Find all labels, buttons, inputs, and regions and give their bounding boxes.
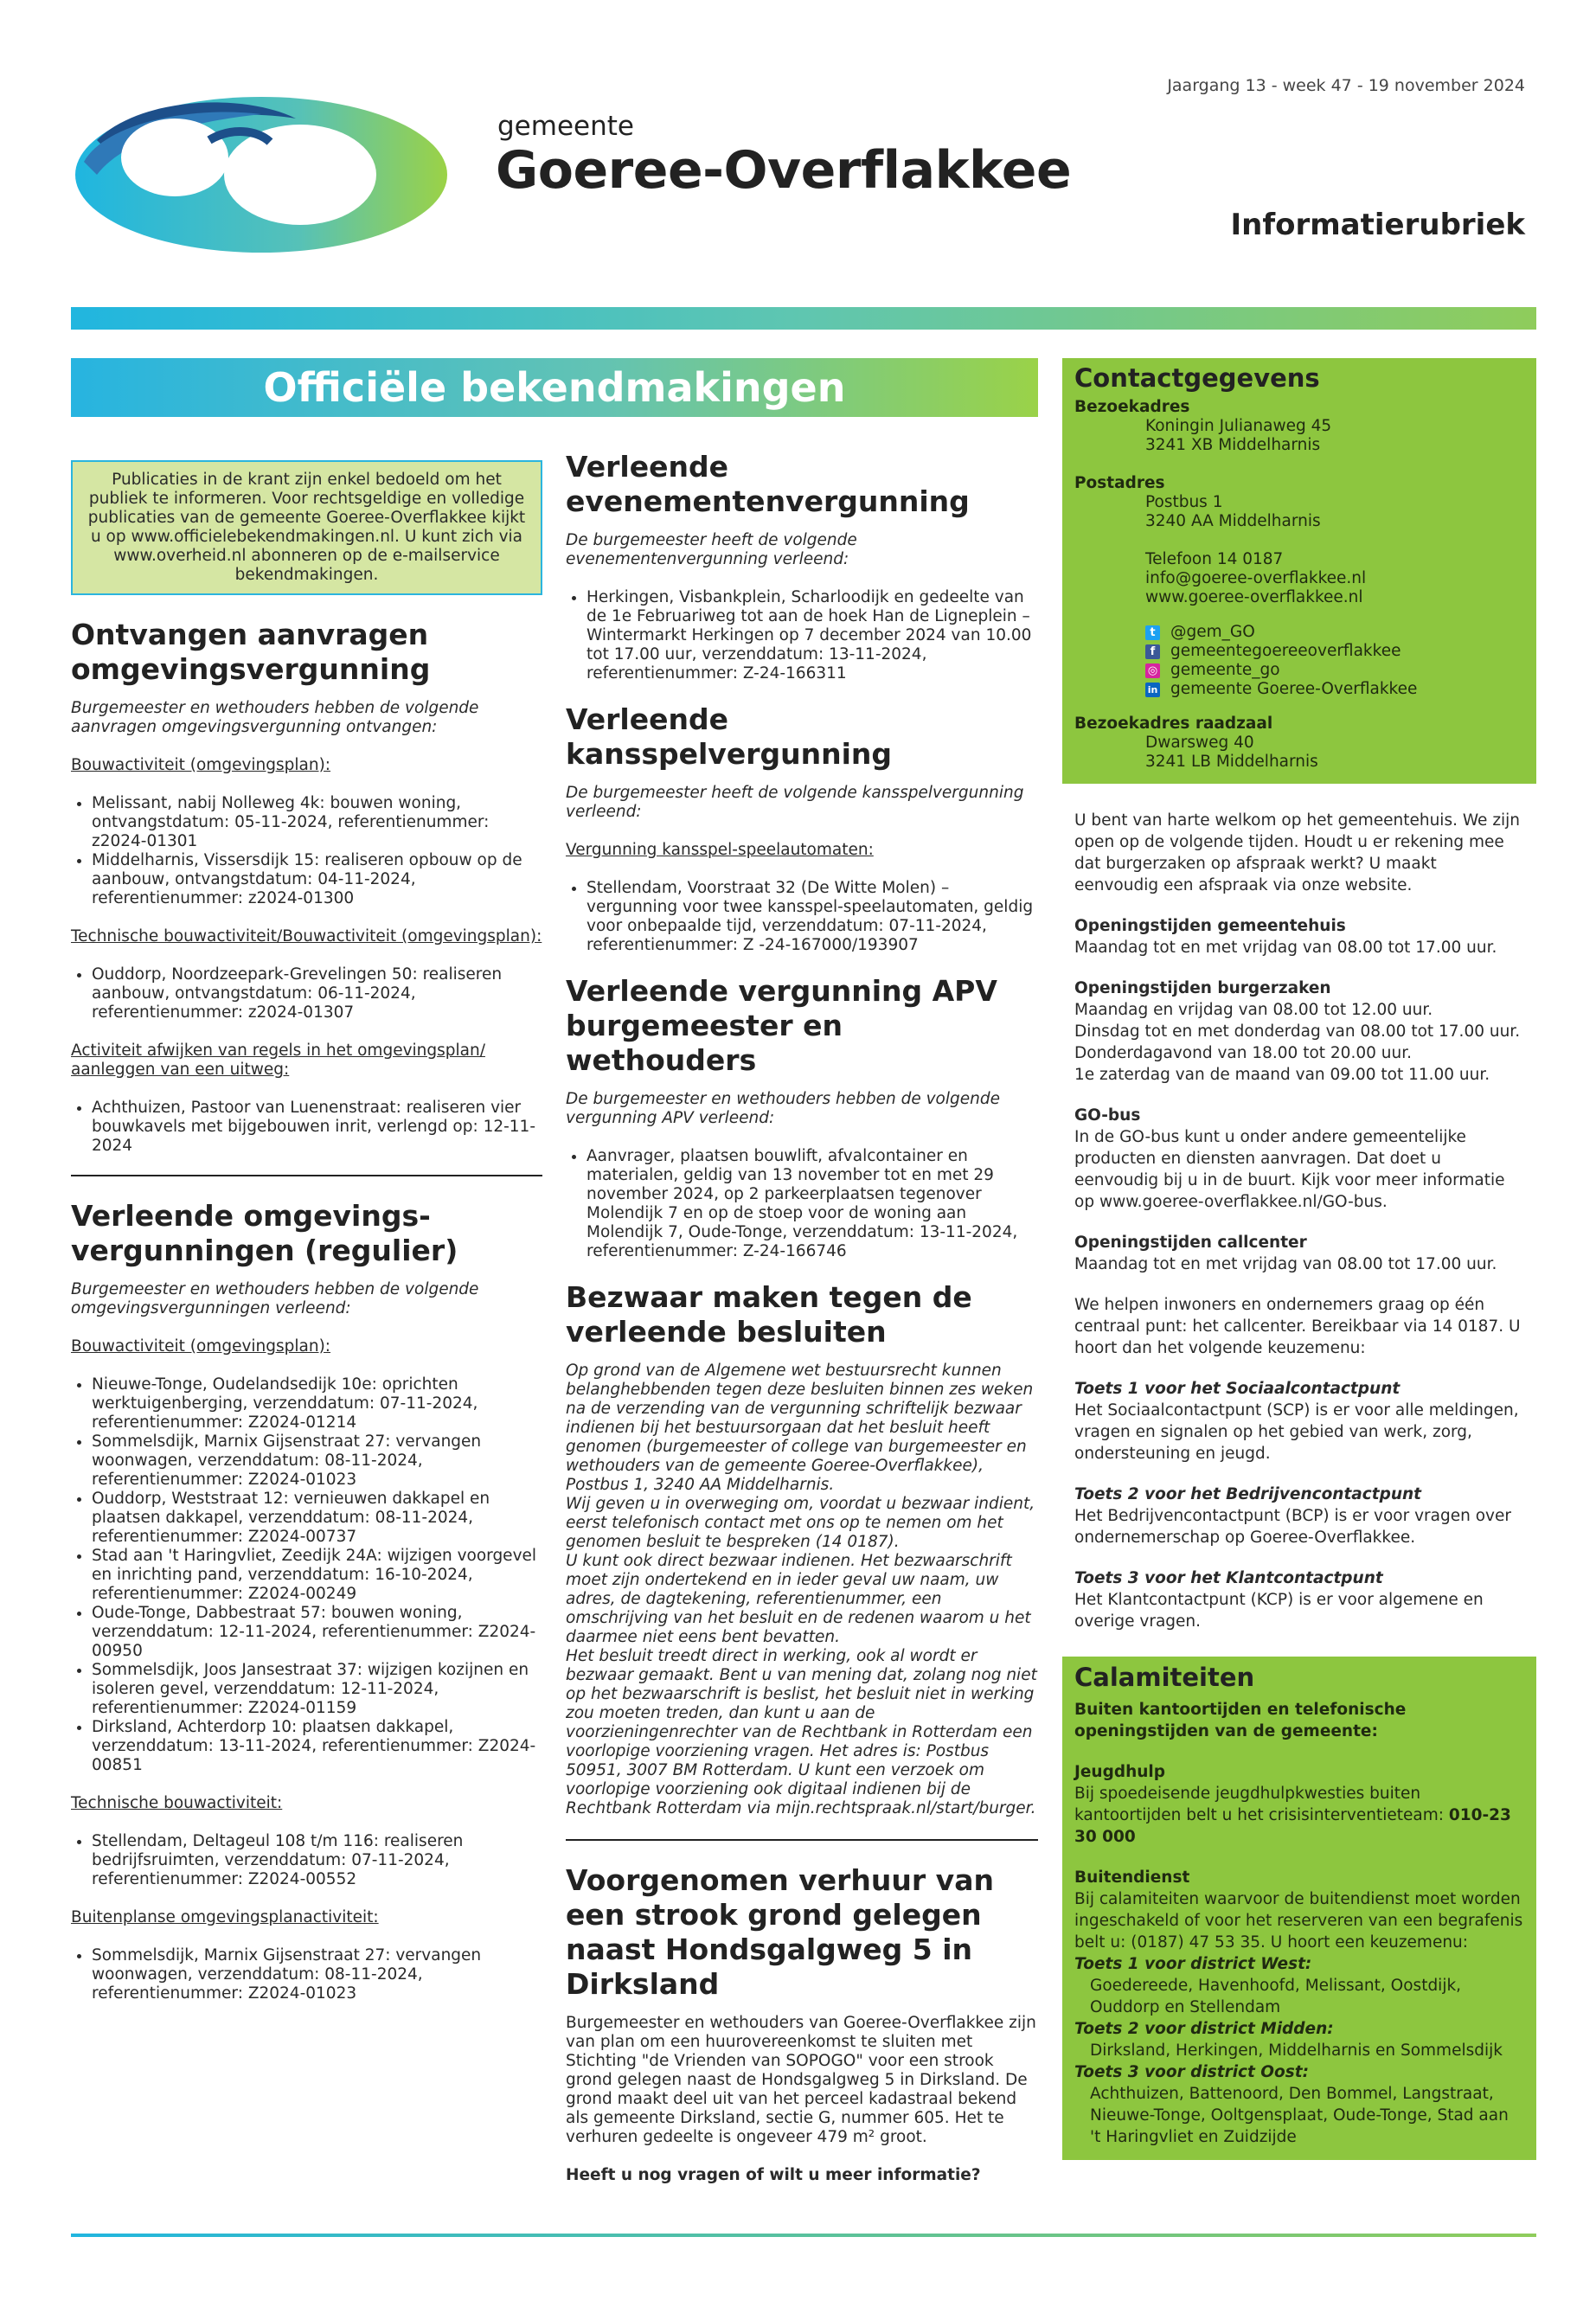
- info-text: Maandag en vrijdag van 08.00 tot 12.00 uur.: [1074, 1001, 1433, 1019]
- social-facebook[interactable]: [1074, 642, 1524, 661]
- section-intro: Burgemeester en wethouders hebben de volgende aanvragen omgevingsvergunning ontvangen:: [71, 699, 479, 736]
- info-text: Het Sociaalcontactpunt (SCP) is er voor alle meldingen, vragen en signalen op het gebied van werk, zorg, ondersteuning en jeugd.: [1074, 1401, 1519, 1463]
- list-item: • Stellendam, Deltageul 108 t/m 116: realiseren bedrijfsruimten, verzenddatum: 07-11-2024, referentienummer: Z2024-00552: [92, 1832, 542, 1889]
- section-intro: De burgemeester en wethouders hebben de volgende vergunning APV verleend:: [566, 1090, 1000, 1127]
- list-item: • Melissant, nabij Nolleweg 4k: bouwen woning, ontvangstdatum: 05-11-2024, referentienummer: z2024-01301: [92, 794, 542, 851]
- info-heading: Openingstijden callcenter: [1074, 1234, 1307, 1252]
- org-name-small: gemeente: [497, 111, 634, 142]
- info-text: We helpen inwoners en ondernemers graag op één centraal punt: het callcenter. Bereikbaar via 14 0187. U hoort dan het volgende keuzemenu:: [1074, 1296, 1521, 1357]
- publication-notice: Publicaties in de krant zijn enkel bedoeld om het publiek te informeren. Voor rechtsgeldige en volledige publicaties van de gemeente Goeree-Overflakkee kijkt u op www.officielebekendmakingen.nl. U kunt zich via www.overheid.nl abonneren op de e-mailservice bekendmakingen.: [71, 460, 542, 595]
- paragraph: Wij geven u in overweging om, voordat u bezwaar indient, eerst telefonisch contact met ons op te nemen om het genomen besluit te bespreken (14 0187).: [566, 1495, 1035, 1551]
- subheading: Buitenplanse omgevingsplanactiviteit:: [71, 1908, 379, 1926]
- org-name: Goeree-Overflakkee: [496, 140, 1072, 201]
- item-list: [71, 1099, 542, 1156]
- menu-option-heading: Toets 2 voor het Bedrijvencontactpunt: [1074, 1485, 1422, 1503]
- youth-heading: Jeugdhulp: [1074, 1763, 1166, 1781]
- info-text: In de GO-bus kunt u onder andere gemeentelijke producten en diensten aanvragen. Dat doet u eenvoudig bij u in de buurt. Kijk voor meer informatie op www.goeree-overflakkee.nl/GO-bus.: [1074, 1128, 1505, 1211]
- question-line: Heeft u nog vragen of wilt u meer informatie?: [566, 2166, 981, 2184]
- facebook-icon: f: [1145, 644, 1160, 659]
- list-item: • Ouddorp, Noordzeepark-Grevelingen 50: realiseren aanbouw, ontvangstdatum: 06-11-2024, referentienummer: z2024-01307: [92, 965, 542, 1022]
- section-title: Verleende evenementenvergunning: [566, 450, 970, 518]
- subheading: Activiteit afwijken van regels in het omgevingsplan/ aanleggen van een uitweg:: [71, 1042, 485, 1079]
- list-item: • Ouddorp, Weststraat 12: vernieuwen dakkapel en plaatsen dakkapel, verzenddatum: 08-11-2024, referentienummer: Z2024-00737: [92, 1490, 542, 1547]
- subheading: Technische bouwactiviteit:: [71, 1794, 283, 1812]
- list-item: • Sommelsdijk, Joos Jansestraat 37: wijzigen kozijnen en isoleren gevel, verzenddatum: 12-11-2024, referentienummer: Z2024-01159: [92, 1661, 542, 1718]
- opening-info: [1062, 810, 1536, 1632]
- item-list: [71, 965, 542, 1022]
- list-item: • Aanvrager, plaatsen bouwlift, afvalcontainer en materialen, geldig van 13 november tot en met 29 november 2024, op 2 parkeerplaatsen tegenover Molendijk 7 en op de stoep voor de woning aan Molendijk 7, Oude-Tonge, verzenddatum: 13-11-2024, referentienummer: Z-24-166746: [586, 1147, 1038, 1261]
- banner-title: Officiële bekendmakingen: [71, 358, 1038, 417]
- subheading: Bouwactiviteit (omgevingsplan):: [71, 756, 331, 774]
- district-heading: Toets 1 voor district West:: [1074, 1955, 1312, 1973]
- contact-title: Contactgegevens: [1074, 363, 1320, 393]
- calamities-title: Calamiteiten: [1074, 1663, 1255, 1692]
- info-text: Maandag tot en met vrijdag van 08.00 tot 17.00 uur.: [1074, 939, 1497, 957]
- council-label: Bezoekadres raadzaal: [1074, 715, 1273, 733]
- social-linkedin[interactable]: [1074, 680, 1524, 699]
- subheading: Technische bouwactiviteit/Bouwactiviteit (omgevingsplan):: [71, 927, 542, 945]
- visit-label: Bezoekadres: [1074, 398, 1190, 416]
- post-label: Postadres: [1074, 474, 1165, 492]
- field-service-heading: Buitendienst: [1074, 1868, 1190, 1887]
- info-heading: Openingstijden gemeentehuis: [1074, 917, 1346, 935]
- info-text: Donderdagavond van 18.00 tot 20.00 uur.: [1074, 1044, 1412, 1062]
- website-link[interactable]: www.goeree-overflakkee.nl: [1145, 588, 1363, 606]
- list-item: • Oude-Tonge, Dabbestraat 57: bouwen woning, verzenddatum: 12-11-2024, referentienummer: Z2024-00950: [92, 1604, 542, 1661]
- district-places: Dirksland, Herkingen, Middelharnis en Sommelsdijk: [1090, 2041, 1503, 2060]
- calamities-intro: Buiten kantoortijden en telefonische openingstijden van de gemeente:: [1074, 1701, 1407, 1740]
- paragraph: Op grond van de Algemene wet bestuursrecht kunnen belanghebbenden tegen deze besluiten binnen zes weken na de verzending van de vergunning schriftelijk bezwaar indienen bij het bestuursorgaan dat het besluit heeft genomen (burgemeester of college van burgemeester en wethouders van de gemeente Goeree-Overflakkee), Postbus 1, 3240 AA Middelharnis.: [566, 1362, 1034, 1494]
- social-label: @gem_GO: [1170, 623, 1255, 641]
- visit-line: 3241 XB Middelharnis: [1145, 436, 1321, 454]
- info-text: Het Klantcontactpunt (KCP) is er voor algemene en overige vragen.: [1074, 1591, 1484, 1631]
- council-line: Dwarsweg 40: [1145, 734, 1254, 752]
- objection-text: [566, 1362, 1038, 1818]
- post-line: 3240 AA Middelharnis: [1145, 512, 1321, 530]
- issue-line: Jaargang 13 - week 47 - 19 november 2024: [1167, 76, 1525, 95]
- phone: Telefoon 14 0187: [1145, 550, 1284, 568]
- paragraph: U kunt ook direct bezwaar indienen. Het bezwaarschrift moet zijn ondertekend en in ieder geval uw naam, uw adres, de dagtekening, referentienummer, een omschrijving van het besluit en de redenen waarom u het daarmee niet eens bent bevatten.: [566, 1552, 1031, 1646]
- info-text: 1e zaterdag van de maand van 09.00 tot 11.00 uur.: [1074, 1066, 1490, 1084]
- item-list: [71, 1375, 542, 1775]
- district-places: Goedereede, Havenhoofd, Melissant, Oostdijk, Ouddorp en Stellendam: [1090, 1977, 1462, 2016]
- column-right: [1062, 358, 1536, 2160]
- section-title: Verleende omgevings-vergunningen (regulier): [71, 1199, 458, 1267]
- column-middle: [566, 450, 1038, 2204]
- item-list: [71, 1946, 542, 2003]
- visit-line: Koningin Julianaweg 45: [1145, 417, 1332, 435]
- section-title: Verleende kansspelvergunning: [566, 702, 893, 771]
- linkedin-icon: in: [1145, 683, 1160, 697]
- list-item: • Nieuwe-Tonge, Oudelandsedijk 10e: oprichten werktuigenberging, verzenddatum: 07-11-2024, referentienummer: Z2024-01214: [92, 1375, 542, 1433]
- list-item: • Stellendam, Voorstraat 32 (De Witte Molen) – vergunning voor twee kansspel-speelautomaten, geldig voor onbepaalde tijd, verzenddatum: 07-11-2024, referentienummer: Z -24-167000/193907: [586, 879, 1038, 955]
- subheading: Vergunning kansspel-speelautomaten:: [566, 841, 874, 859]
- welcome-text: U bent van harte welkom op het gemeentehuis. We zijn open op de volgende tijden. Houdt u er rekening mee dat burgerzaken op afspraak werkt? U maakt eenvoudig een afspraak via onze website.: [1074, 811, 1521, 894]
- section-title: Bezwaar maken tegen de verleende besluiten: [566, 1280, 972, 1349]
- district-places: Achthuizen, Battenoord, Den Bommel, Langstraat, Nieuwe-Tonge, Ooltgensplaat, Oude-Tonge, Stad aan 't Haringvliet en Zuidzijde: [1090, 2085, 1509, 2146]
- calamities-box: [1062, 1657, 1536, 2160]
- list-item: • Achthuizen, Pastoor van Luenenstraat: realiseren vier bouwkavels met bijgebouwen inrit, verlengd op: 12-11-2024: [92, 1099, 542, 1156]
- menu-option-heading: Toets 1 voor het Sociaalcontactpunt: [1074, 1380, 1401, 1398]
- email-link[interactable]: info@goeree-overflakkee.nl: [1145, 569, 1367, 587]
- footer-gradient-bar: [71, 2234, 1536, 2237]
- social-instagram[interactable]: [1074, 661, 1524, 680]
- item-list: [566, 879, 1038, 955]
- section-intro: De burgemeester heeft de volgende evenementenvergunning verleend:: [566, 531, 857, 568]
- youth-phone: 010-23 30 000: [1074, 1806, 1511, 1846]
- divider: [566, 1839, 1038, 1841]
- list-item: • Stad aan 't Haringvliet, Zeedijk 24A: wijzigen voorgevel en inrichting pand, verzenddatum: 16-10-2024, referentienummer: Z2024-00249: [92, 1547, 542, 1604]
- menu-option-heading: Toets 3 voor het Klantcontactpunt: [1074, 1569, 1383, 1587]
- district-heading: Toets 2 voor district Midden:: [1074, 2020, 1334, 2038]
- section-title: Ontvangen aanvragen omgevingsvergunning: [71, 618, 431, 686]
- municipality-logo: [71, 80, 452, 257]
- instagram-icon: ◎: [1145, 663, 1160, 678]
- list-item: • Herkingen, Visbankplein, Scharloodijk en gedeelte van de 1e Februariweg tot aan de hoek Han de Ligneplein – Wintermarkt Herkingen op 7 december 2024 van 10.00 tot 17.00 uur, verzenddatum: 13-11-2024, referentienummer: Z-24-166311: [586, 588, 1038, 683]
- district-heading: Toets 3 voor district Oost:: [1074, 2063, 1309, 2081]
- paragraph: Het besluit treedt direct in werking, ook al wordt er bezwaar gemaakt. Bent u van mening dat, zolang nog niet op het bezwaarschrift is beslist, het besluit niet in werking zou moeten treden, dan kunt u aan de voorzieningenrechter van de Rechtbank in Rotterdam een voorlopige voorziening vragen. Het adres is: Postbus 50951, 3007 BM Rotterdam. U kunt een verzoek om voorlopige voorziening ook digitaal indienen bij de Rechtbank Rotterdam via mijn.rechtspraak.nl/start/burger.: [566, 1647, 1037, 1817]
- divider: [71, 1175, 542, 1176]
- council-line: 3241 LB Middelharnis: [1145, 753, 1318, 771]
- post-line: Postbus 1: [1145, 493, 1223, 511]
- section-title: Verleende vergunning APV burgemeester en wethouders: [566, 974, 997, 1077]
- section-title: Voorgenomen verhuur van een strook grond gelegen naast Hondsgalgweg 5 in Dirksland: [566, 1863, 994, 2001]
- section-intro: De burgemeester heeft de volgende kansspelvergunning verleend:: [566, 784, 1024, 821]
- social-label: gemeentegoereeoverflakkee: [1170, 642, 1401, 660]
- info-heading: Openingstijden burgerzaken: [1074, 979, 1331, 997]
- list-item: • Dirksland, Achterdorp 10: plaatsen dakkapel, verzenddatum: 13-11-2024, referentienummer: Z2024-00851: [92, 1718, 542, 1775]
- info-text: Het Bedrijvencontactpunt (BCP) is er voor vragen over ondernemerschap op Goeree-Overflakkee.: [1074, 1507, 1511, 1547]
- item-list: [71, 794, 542, 908]
- list-item: • Sommelsdijk, Marnix Gijsenstraat 27: vervangen woonwagen, verzenddatum: 08-11-2024, referentienummer: Z2024-01023: [92, 1946, 542, 2003]
- youth-text-body: Bij spoedeisende jeugdhulpkwesties buiten kantoortijden belt u het crisisinterventieteam:: [1074, 1785, 1449, 1824]
- social-label: gemeente_go: [1170, 661, 1280, 679]
- subheading: Bouwactiviteit (omgevingsplan):: [71, 1337, 331, 1356]
- item-list: [566, 588, 1038, 683]
- list-item: • Middelharnis, Vissersdijk 15: realiseren opbouw op de aanbouw, ontvangstdatum: 04-11-2024, referentienummer: z2024-01300: [92, 851, 542, 908]
- info-text: Maandag tot en met vrijdag van 08.00 tot 17.00 uur.: [1074, 1255, 1497, 1273]
- contact-box: [1062, 358, 1536, 784]
- list-item: • Sommelsdijk, Marnix Gijsenstraat 27: vervangen woonwagen, verzenddatum: 08-11-2024, referentienummer: Z2024-01023: [92, 1433, 542, 1490]
- twitter-icon: t: [1145, 625, 1160, 640]
- social-twitter[interactable]: [1074, 623, 1524, 642]
- paragraph: Burgemeester en wethouders van Goeree-Overflakkee zijn van plan om een huurovereenkomst te sluiten met Stichting "de Vrienden van SOPOGO" voor een strook grond gelegen naast de Hondsgalgweg 5 in Dirksland. De grond maakt deel uit van het perceel kadastraal bekend als gemeente Dirksland, sectie G, nummer 605. Het te verhuren gedeelte is ongeveer 479 m² groot.: [566, 2014, 1036, 2146]
- column-left: [71, 460, 542, 2022]
- item-list: [71, 1832, 542, 1889]
- item-list: [566, 1147, 1038, 1261]
- header-gradient-bar: [71, 307, 1536, 330]
- info-text: Dinsdag tot en met donderdag van 08.00 tot 17.00 uur.: [1074, 1022, 1521, 1041]
- field-service-text: Bij calamiteiten waarvoor de buitendienst moet worden ingeschakeld of voor het reserveren van een begrafenis belt u: (0187) 47 53 35. U hoort een keuzemenu:: [1074, 1890, 1523, 1952]
- social-label: gemeente Goeree-Overflakkee: [1170, 680, 1418, 698]
- youth-text: [1074, 1783, 1524, 1848]
- section-intro: Burgemeester en wethouders hebben de volgende omgevingsvergunningen verleend:: [71, 1280, 479, 1317]
- info-heading: GO-bus: [1074, 1106, 1141, 1125]
- rubric-title: Informatierubriek: [1230, 208, 1525, 242]
